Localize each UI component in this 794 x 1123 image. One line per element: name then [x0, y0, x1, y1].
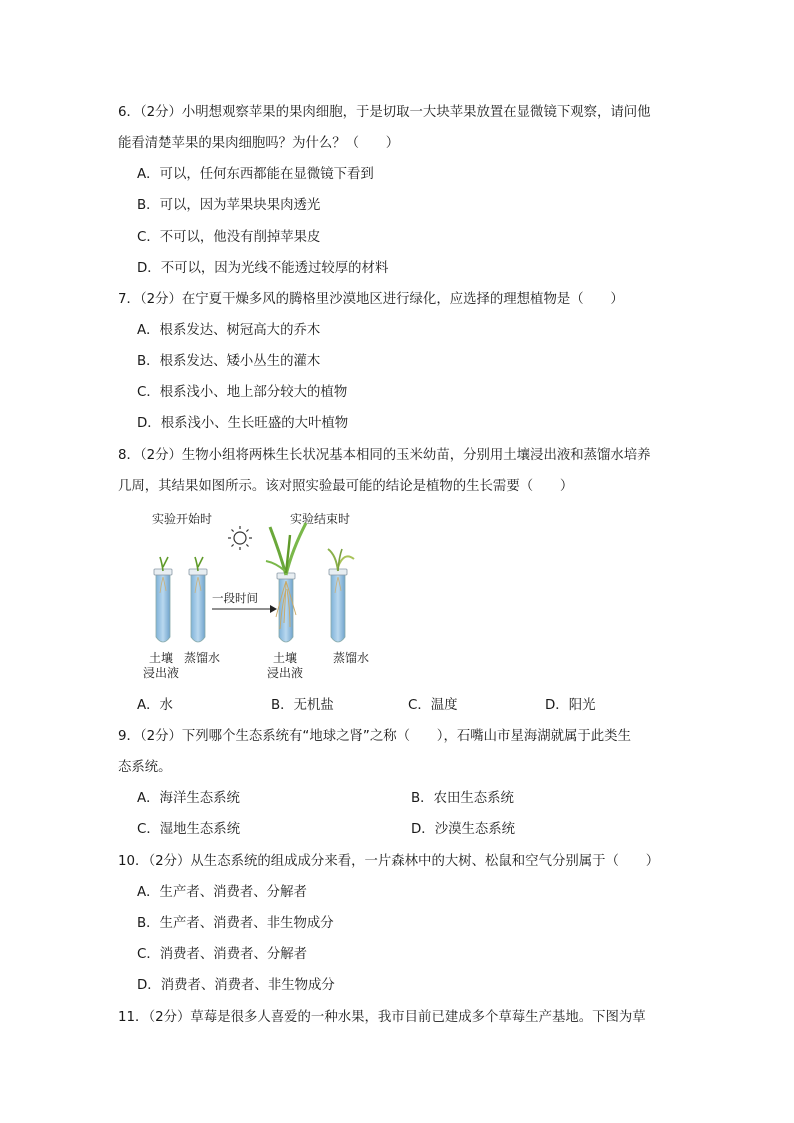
q10-option-c: C．消费者、消费者、分解者 [137, 947, 308, 962]
sun-icon [228, 526, 252, 550]
q9-stem-line2: 态系统。 [118, 760, 172, 775]
experiment-figure [130, 505, 390, 650]
q9-option-c: C．湿地生态系统 [137, 822, 241, 837]
q9-option-a: A．海洋生态系统 [137, 791, 240, 806]
q8-stem-line2: 几周，其结果如图所示。该对照实验最可能的结论是植物的生长需要（ ） [118, 479, 574, 494]
figure-tube3-label-line2: 浸出液 [267, 666, 304, 680]
figure-tube3-label-line1: 土壤 [273, 651, 298, 665]
q8-option-a: A．水 [137, 698, 173, 713]
q6-stem-line2: 能看清楚苹果的果肉细胞吗？为什么？（ ） [118, 136, 400, 151]
q8-option-d: D．阳光 [545, 698, 596, 713]
figure-arrow-label: 一段时间 [212, 591, 258, 605]
q9-stem-line1: 9．（2分）下列哪个生态系统有“地球之肾”之称（ ），石嘴山市星海湖就属于此类生 [118, 729, 631, 744]
q10-option-b: B．生产者、消费者、非生物成分 [137, 916, 334, 931]
figure-tube1-label-line2: 浸出液 [143, 666, 180, 680]
q6-option-b: B．可以，因为苹果块果肉透光 [137, 198, 321, 213]
q10-stem-line1: 10．（2分）从生态系统的组成成分来看，一片森林中的大树、松鼠和空气分别属于（ ） [118, 854, 660, 869]
q7-option-d: D．根系浅小、生长旺盛的大叶植物 [137, 416, 349, 431]
test-tube-water-start [189, 557, 207, 642]
q6-option-a: A．可以，任何东西都能在显微镜下看到 [137, 167, 374, 182]
q6-stem-line1: 6．（2分）小明想观察苹果的果肉细胞，于是切取一大块苹果放置在显微镜下观察，请问他 [118, 105, 651, 120]
figure-tube1-label-line1: 土壤 [149, 651, 174, 665]
figure-tube2-label: 蒸馏水 [184, 651, 221, 665]
q8-option-b: B．无机盐 [271, 698, 334, 713]
q9-option-b: B．农田生态系统 [411, 791, 514, 806]
q6-option-c: C．不可以，他没有削掉苹果皮 [137, 230, 321, 245]
time-arrow [212, 605, 277, 613]
q8-stem-line1: 8．（2分）生物小组将两株生长状况基本相同的玉米幼苗，分别用土壤浸出液和蒸馏水培养 [118, 448, 651, 463]
figure-label-start: 实验开始时 [152, 512, 213, 526]
q8-option-c: C．温度 [408, 698, 458, 713]
q9-option-d: D．沙漠生态系统 [411, 822, 516, 837]
test-tube-water-end [328, 549, 354, 642]
figure-label-end: 实验结束时 [290, 512, 351, 526]
q7-option-b: B．根系发达、矮小丛生的灌木 [137, 354, 321, 369]
test-tube-soil-start [154, 557, 172, 642]
q7-stem-line1: 7．（2分）在宁夏干燥多风的腾格里沙漠地区进行绿化，应选择的理想植物是（ ） [118, 292, 624, 307]
q10-option-a: A．生产者、消费者、分解者 [137, 885, 307, 900]
q10-option-d: D．消费者、消费者、非生物成分 [137, 978, 335, 993]
figure-tube4-label: 蒸馏水 [333, 651, 370, 665]
q7-option-a: A．根系发达、树冠高大的乔木 [137, 323, 321, 338]
q11-stem-line1: 11．（2分）草莓是很多人喜爱的一种水果，我市目前已建成多个草莓生产基地。下图为草 [118, 1010, 646, 1025]
q6-option-d: D．不可以，因为光线不能透过较厚的材料 [137, 261, 389, 276]
test-tube-soil-end [266, 523, 306, 642]
q7-option-c: C．根系浅小、地上部分较大的植物 [137, 385, 348, 400]
